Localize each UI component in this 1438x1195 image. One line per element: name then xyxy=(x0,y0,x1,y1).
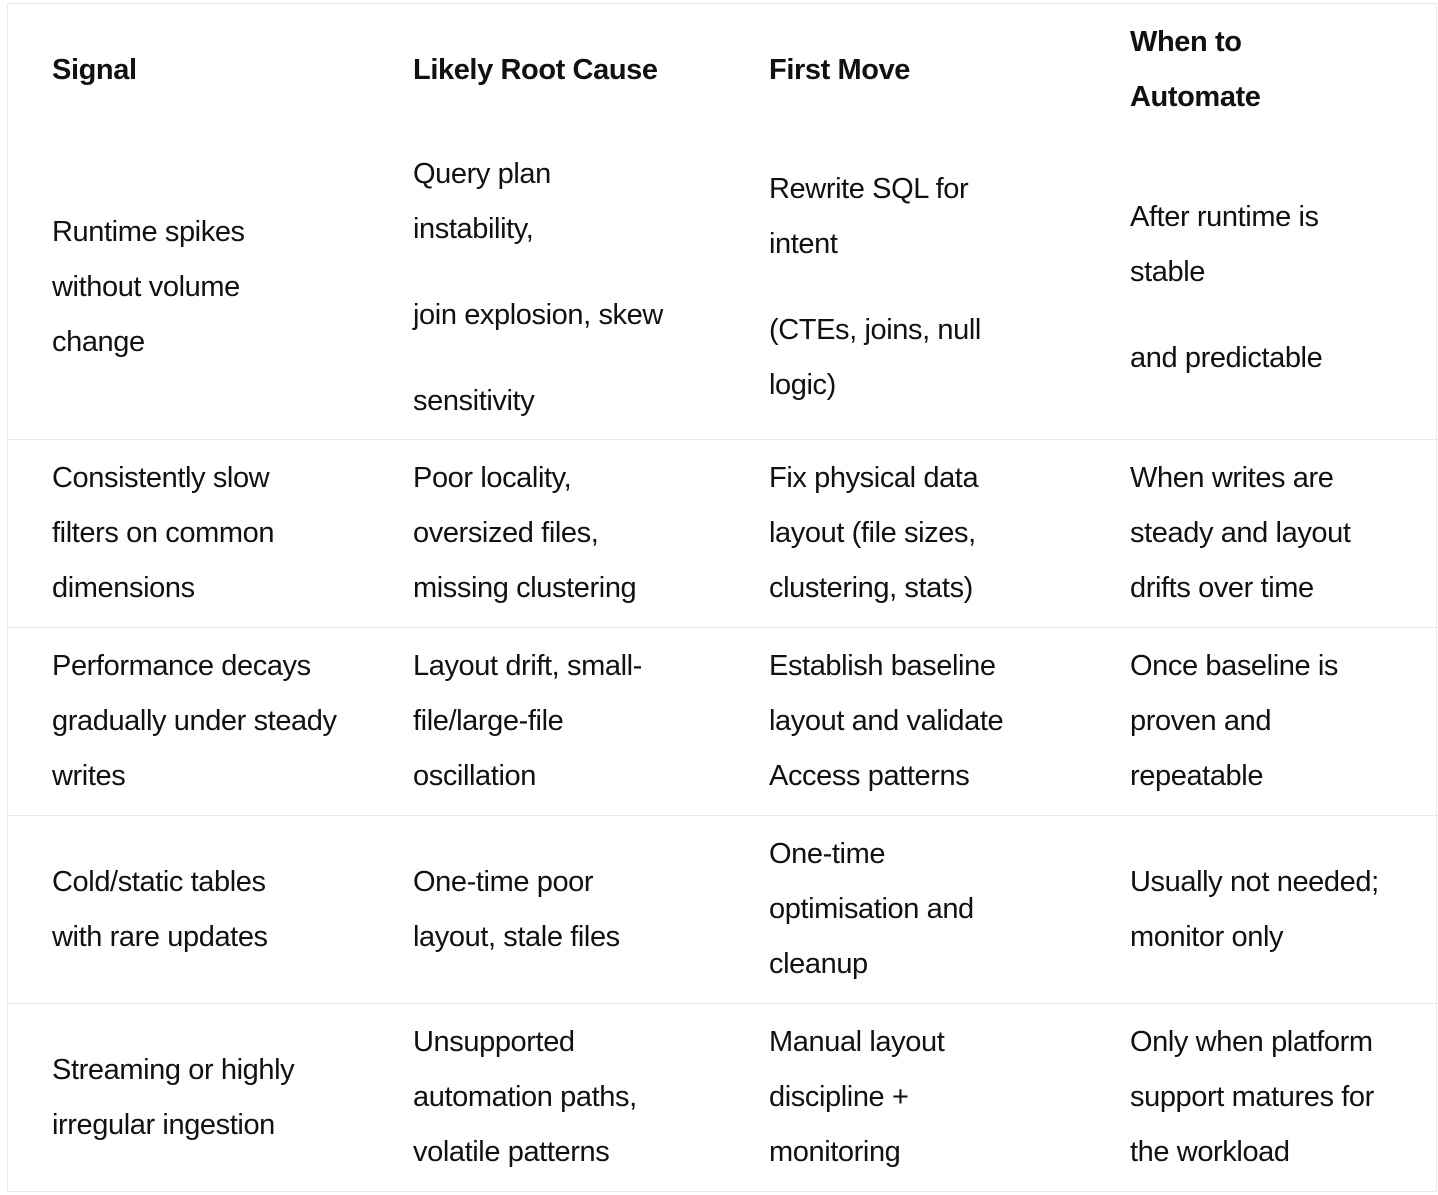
cell-automate xyxy=(1087,816,1438,1004)
cell-text: Fix physical data layout (file sizes, clustering, stats) xyxy=(769,462,979,604)
cell-text: Manual layout discipline + monitoring xyxy=(769,1026,945,1168)
cell-cause xyxy=(369,1004,726,1192)
cell-signal xyxy=(8,816,369,1004)
cell-text: Runtime spikes without volume change xyxy=(52,216,245,358)
cell-text: Cold/static tables with rare updates xyxy=(52,865,268,953)
table-row xyxy=(8,816,1438,1004)
cell-move xyxy=(726,816,1087,1004)
cell-text: One-time optimisation and cleanup xyxy=(769,838,974,980)
cell-text: Only when platform support matures for the workload xyxy=(1130,1026,1374,1168)
header-first-move: First Move xyxy=(769,53,911,86)
header-likely-root-cause: Likely Root Cause xyxy=(413,53,658,86)
cell-automate xyxy=(1087,628,1438,816)
cell-text: Consistently slow filters on common dimensions xyxy=(52,462,275,604)
cell-signal xyxy=(8,136,369,440)
header-when-to-automate-label: When to Automate xyxy=(1130,26,1261,113)
cell-text: Layout drift, small-file/large-file oscillation xyxy=(413,650,642,792)
cell-text: When writes are steady and layout drifts over time xyxy=(1130,462,1351,604)
cell-signal xyxy=(8,628,369,816)
cell-text: join explosion, skew xyxy=(413,298,663,331)
cell-text: Query plan instability, xyxy=(413,157,551,245)
cell-text: One-time poor layout, stale files xyxy=(413,865,620,953)
table-row xyxy=(8,628,1438,816)
cell-cause xyxy=(369,440,726,628)
cell-automate xyxy=(1087,136,1438,440)
cell-text: Performance decays gradually under steady writes xyxy=(52,650,337,792)
cell-automate xyxy=(1087,1004,1438,1192)
cell-cause xyxy=(369,816,726,1004)
cell-signal xyxy=(8,1004,369,1192)
comparison-table xyxy=(7,3,1437,1192)
cell-text: Streaming or highly irregular ingestion xyxy=(52,1053,295,1141)
cell-move xyxy=(726,136,1087,440)
cell-move xyxy=(726,1004,1087,1192)
cell-text: Unsupported automation paths, volatile patterns xyxy=(413,1026,637,1168)
cell-move xyxy=(726,628,1087,816)
table xyxy=(8,4,1438,1191)
header-when-to-automate xyxy=(1087,4,1438,136)
cell-text: Once baseline is proven and repeatable xyxy=(1130,650,1338,792)
cell-text: and predictable xyxy=(1130,341,1323,374)
cell-text: Rewrite SQL for intent xyxy=(769,173,969,260)
cell-text: Poor locality, oversized files, missing clustering xyxy=(413,462,637,604)
cell-text: (CTEs, joins, null logic) xyxy=(769,314,981,401)
cell-text: sensitivity xyxy=(413,384,535,417)
cell-text: After runtime is stable xyxy=(1130,200,1319,288)
cell-cause xyxy=(369,136,726,440)
table-row xyxy=(8,440,1438,628)
cell-cause xyxy=(369,628,726,816)
cell-text: Establish baseline layout and validate Access patterns xyxy=(769,650,1004,792)
cell-text: Usually not needed; monitor only xyxy=(1130,865,1379,953)
cell-automate xyxy=(1087,440,1438,628)
table-row xyxy=(8,136,1438,440)
table-row xyxy=(8,1004,1438,1192)
header-signal: Signal xyxy=(52,53,137,86)
header-row xyxy=(8,4,1438,136)
cell-move xyxy=(726,440,1087,628)
cell-signal xyxy=(8,440,369,628)
